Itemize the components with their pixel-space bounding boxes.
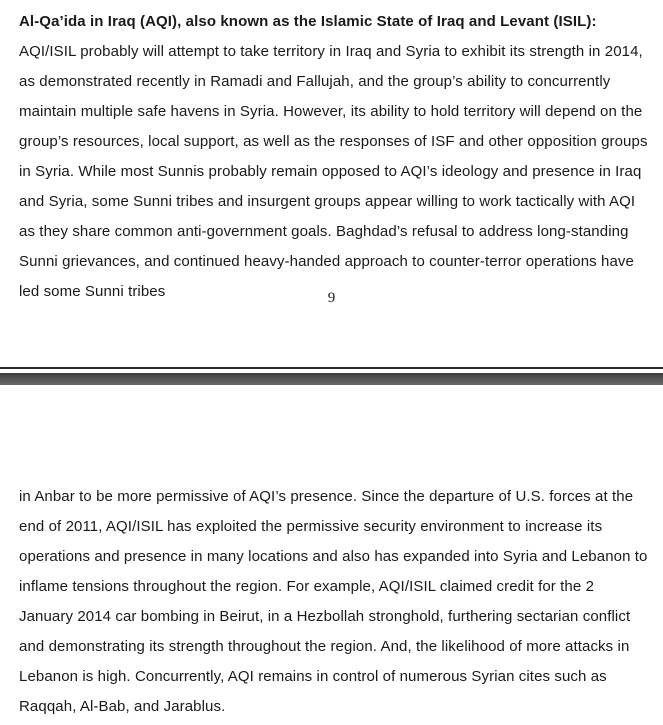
page-gap-band bbox=[0, 373, 663, 385]
page-break-divider bbox=[0, 367, 663, 385]
paragraph-heading: Al-Qa’ida in Iraq (AQI), also known as the Islamic State of Iraq and Levant (ISIL): bbox=[19, 13, 597, 30]
page-edge-line bbox=[0, 367, 663, 369]
paragraph-continuation: in Anbar to be more permissive of AQI’s presence. Since the departure of U.S. forces at the end of 2011, AQI/ISIL has exploited the permissive security environment to increase its operations and presence in many locations and also has expanded into Syria and Lebanon to inflame tensions throughout the region. For example, AQI/ISIL claimed credit for the 2 January 2014 car bombing in Beirut, in a Hezbollah stronghold, furthering sectarian conflict and demonstrating its strength throughout the region. And, the likelihood of more attacks in Lebanon is high. Concurrently, AQI remains in control of numerous Syrian cites such as Raqqah, Al-Bab, and Jarablus. bbox=[19, 488, 648, 715]
paragraph-body: AQI/ISIL probably will attempt to take territory in Iraq and Syria to exhibit its strength in 2014, as demonstrated recently in Ramadi and Fallujah, and the group’s ability to concurrently maintain multiple safe havens in Syria. However, its ability to hold territory will depend on the group’s resources, local support, as well as the responses of ISF and other opposition groups in Syria. While most Sunnis probably remain opposed to AQI’s ideology and presence in Iraq and Syria, some Sunni tribes and insurgent groups appear willing to work tactically with AQI as they share common anti-government goals. Baghdad’s refusal to address long-standing Sunni grievances, and continued heavy-handed approach to counter-terror operations have led some Sunni tribes bbox=[19, 43, 648, 300]
page-number: 9 bbox=[327, 290, 336, 306]
paragraph-aqi-isil bbox=[19, 7, 649, 307]
